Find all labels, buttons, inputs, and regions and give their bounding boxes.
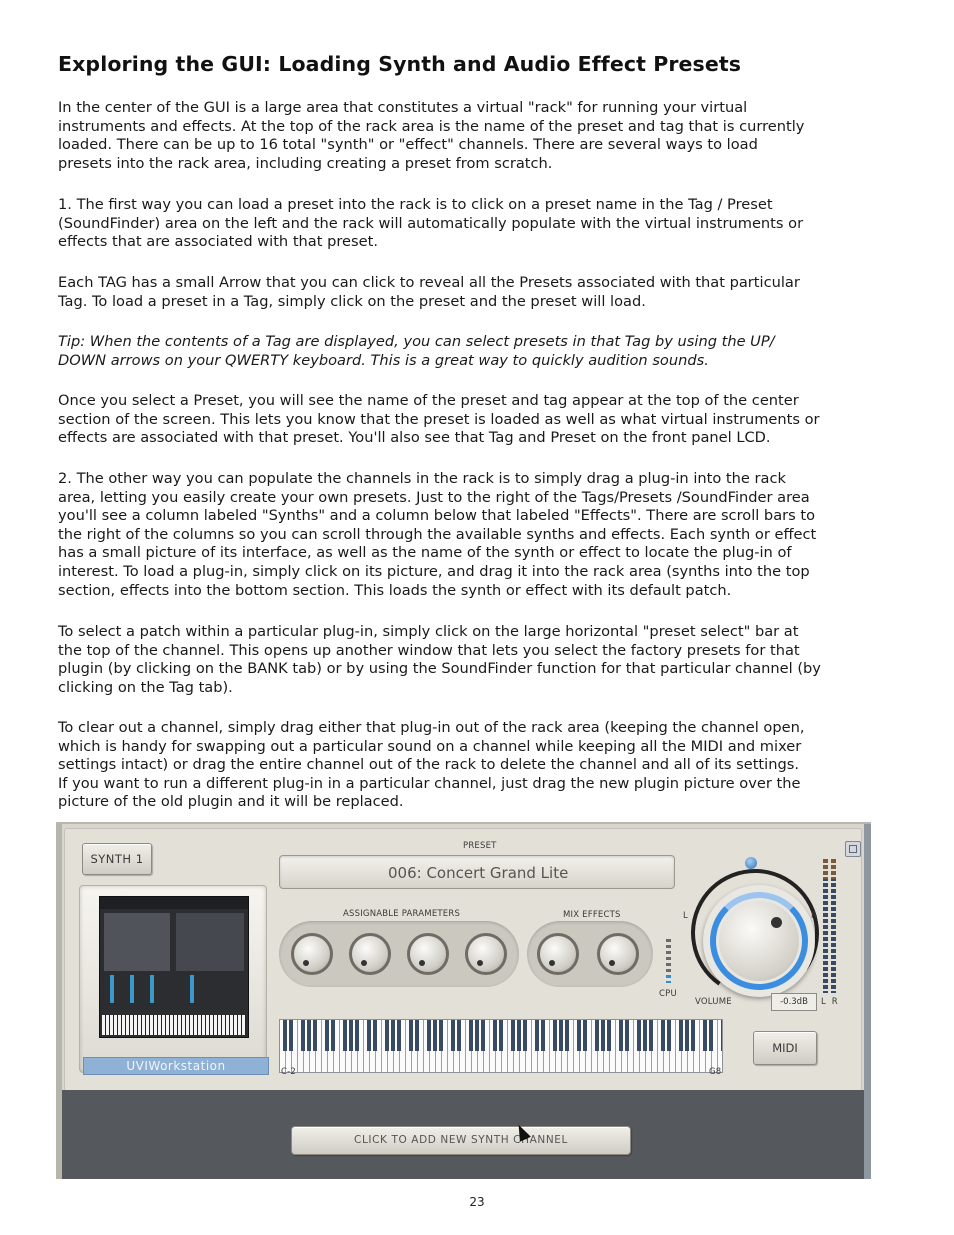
text-line: the right of the columns so you can scroll through the available synths and effects. Each synth or effect bbox=[58, 525, 817, 543]
cpu-meter-level bbox=[666, 975, 671, 983]
text-line: effects are associated with that preset. You'll also see that Tag and Preset on the front panel LCD. bbox=[58, 429, 771, 447]
plugin-picture-frame[interactable] bbox=[79, 885, 267, 1073]
knob-indicator bbox=[303, 960, 309, 966]
volume-left-label: L bbox=[683, 911, 688, 921]
text-line: clicking on the Tag tab). bbox=[58, 678, 233, 696]
text-line: interest. To load a plug-in, simply click on its picture, and drag it into the rack area (synths into the top bbox=[58, 562, 810, 580]
text-line: plugin (by clicking on the BANK tab) or by using the SoundFinder function for that particular channel (by bbox=[58, 660, 821, 678]
knob-indicator bbox=[419, 960, 425, 966]
plugin-thumbnail-display bbox=[176, 913, 244, 971]
parameter-knob[interactable] bbox=[465, 933, 507, 975]
level-meter-right bbox=[831, 859, 836, 993]
text-line: section, effects into the bottom section. This loads the synth or effect with its default patch. bbox=[58, 581, 732, 599]
mix-effect-knob[interactable] bbox=[597, 933, 639, 975]
paragraph-clear-channel bbox=[58, 719, 888, 812]
plugin-thumbnail-header bbox=[100, 897, 248, 909]
paragraph-method-2 bbox=[58, 470, 888, 600]
text-line: area, letting you easily create your own presets. Just to the right of the Tags/Presets /SoundFinder area bbox=[58, 488, 810, 506]
synth-1-button[interactable]: SYNTH 1 bbox=[82, 843, 152, 875]
paragraph-select-patch bbox=[58, 623, 888, 697]
assignable-parameters-label: ASSIGNABLE PARAMETERS bbox=[343, 909, 461, 919]
plugin-thumbnail-fader bbox=[130, 975, 134, 1003]
knob-indicator bbox=[549, 960, 555, 966]
keyboard-low-note: C-2 bbox=[281, 1067, 297, 1077]
text-line: picture of the old plugin and it will be replaced. bbox=[58, 793, 404, 811]
text-line: Each TAG has a small Arrow that you can click to reveal all the Presets associated with that particular bbox=[58, 274, 800, 291]
cpu-meter bbox=[666, 939, 671, 983]
knob-indicator bbox=[771, 917, 782, 928]
parameter-knob[interactable] bbox=[349, 933, 391, 975]
text-line: Tip: When the contents of a Tag are displayed, you can select presets in that Tag by using the UP/ bbox=[58, 333, 775, 350]
text-line: 2. The other way you can populate the channels in the rack is to simply drag a plug-in into the rack bbox=[58, 470, 786, 487]
text-line: which is handy for swapping out a particular sound on a channel while keeping all the MIDI and mixer bbox=[58, 737, 802, 755]
volume-right-label: R bbox=[811, 911, 818, 921]
text-line: presets into the rack area, including creating a preset from scratch. bbox=[58, 154, 553, 172]
text-line: the top of the channel. This opens up another window that lets you select the factory presets for that bbox=[58, 641, 800, 659]
channel-options-icon[interactable] bbox=[845, 841, 861, 857]
plugin-thumbnail-fader bbox=[110, 975, 114, 1003]
page-number: 23 bbox=[469, 1195, 485, 1209]
cpu-label: CPU bbox=[659, 989, 677, 999]
knob-indicator bbox=[477, 960, 483, 966]
level-meter-left bbox=[823, 859, 828, 993]
volume-label: VOLUME bbox=[695, 997, 732, 1007]
text-line: If you want to run a different plug-in in a particular channel, just drag the new plugin picture over the bbox=[58, 774, 801, 792]
mix-effects-label: MIX EFFECTS bbox=[563, 910, 621, 920]
meter-peak bbox=[831, 859, 836, 879]
preset-select-bar[interactable]: 006: Concert Grand Lite bbox=[279, 855, 675, 889]
piano-black-keys[interactable] bbox=[280, 1020, 722, 1051]
text-line: Once you select a Preset, you will see the name of the preset and tag appear at the top of the center bbox=[58, 392, 799, 409]
text-line: effects that are associated with that preset. bbox=[58, 233, 378, 251]
text-line: To select a patch within a particular plug-in, simply click on the large horizontal "preset select" bar at bbox=[58, 623, 799, 640]
parameter-knob[interactable] bbox=[407, 933, 449, 975]
knob-indicator bbox=[361, 960, 367, 966]
page-title: Exploring the GUI: Loading Synth and Audio Effect Presets bbox=[58, 52, 742, 76]
text-line: In the center of the GUI is a large area that constitutes a virtual "rack" for running your virtual bbox=[58, 99, 748, 116]
plugin-thumbnail-display bbox=[104, 913, 170, 971]
paragraph-preset-selected bbox=[58, 392, 888, 448]
text-line: DOWN arrows on your QWERTY keyboard. This is a great way to quickly audition sounds. bbox=[58, 351, 709, 369]
text-line: section of the screen. This lets you know that the preset is loaded as well as what virtual instruments or bbox=[58, 410, 820, 428]
keyboard-high-note: G8 bbox=[709, 1067, 722, 1077]
knob-indicator bbox=[609, 960, 615, 966]
meter-channel-labels: L R bbox=[821, 997, 838, 1007]
text-line: (SoundFinder) area on the left and the rack will automatically populate with the virtual instruments or bbox=[58, 214, 804, 232]
paragraph-tag-arrow bbox=[58, 274, 888, 311]
paragraph-intro bbox=[58, 99, 888, 173]
text-line: Tag. To load a preset in a Tag, simply click on the preset and the preset will load. bbox=[58, 292, 646, 310]
assignable-parameters-group bbox=[279, 921, 519, 987]
parameter-knob[interactable] bbox=[291, 933, 333, 975]
plugin-name-label: UVIWorkstation bbox=[83, 1057, 269, 1075]
synth-channel-screenshot bbox=[56, 822, 871, 1179]
text-line: settings intact) or drag the entire channel out of the rack to delete the channel and all of its settings. bbox=[58, 756, 799, 774]
mix-effects-group bbox=[527, 921, 653, 987]
meter-peak bbox=[823, 859, 828, 879]
paragraph-method-1 bbox=[58, 196, 888, 252]
volume-knob[interactable] bbox=[719, 901, 799, 981]
plugin-thumbnail-keyboard bbox=[102, 1015, 246, 1035]
text-line: 1. The first way you can load a preset into the rack is to click on a preset name in the Tag / Preset bbox=[58, 196, 773, 213]
text-line: loaded. There can be up to 16 total "synth" or "effect" channels. There are several ways to load bbox=[58, 136, 758, 154]
midi-button[interactable]: MIDI bbox=[753, 1031, 817, 1065]
plugin-thumbnail-fader bbox=[150, 975, 154, 1003]
plugin-thumbnail[interactable] bbox=[99, 896, 249, 1038]
text-line: has a small picture of its interface, as well as the name of the synth or effect to locate the plug-in of bbox=[58, 544, 792, 562]
mix-effect-knob[interactable] bbox=[537, 933, 579, 975]
add-synth-channel-button[interactable]: CLICK TO ADD NEW SYNTH CHANNEL bbox=[291, 1126, 631, 1155]
text-line: instruments and effects. At the top of the rack area is the name of the preset and tag that is currently bbox=[58, 117, 805, 135]
paragraph-tip bbox=[58, 333, 888, 370]
volume-db-display: -0.3dB bbox=[771, 993, 817, 1011]
rack-scrollbar[interactable] bbox=[864, 824, 871, 1179]
piano-keyboard[interactable] bbox=[279, 1019, 723, 1073]
text-line: you'll see a column labeled "Synths" and a column below that labeled "Effects". There are scroll bars to bbox=[58, 507, 816, 525]
preset-label: PRESET bbox=[463, 841, 497, 851]
volume-handle[interactable] bbox=[745, 857, 757, 869]
synth-channel-strip bbox=[64, 828, 862, 1092]
text-line: To clear out a channel, simply drag either that plug-in out of the rack area (keeping the channel open, bbox=[58, 719, 805, 736]
plugin-thumbnail-fader bbox=[190, 975, 194, 1003]
